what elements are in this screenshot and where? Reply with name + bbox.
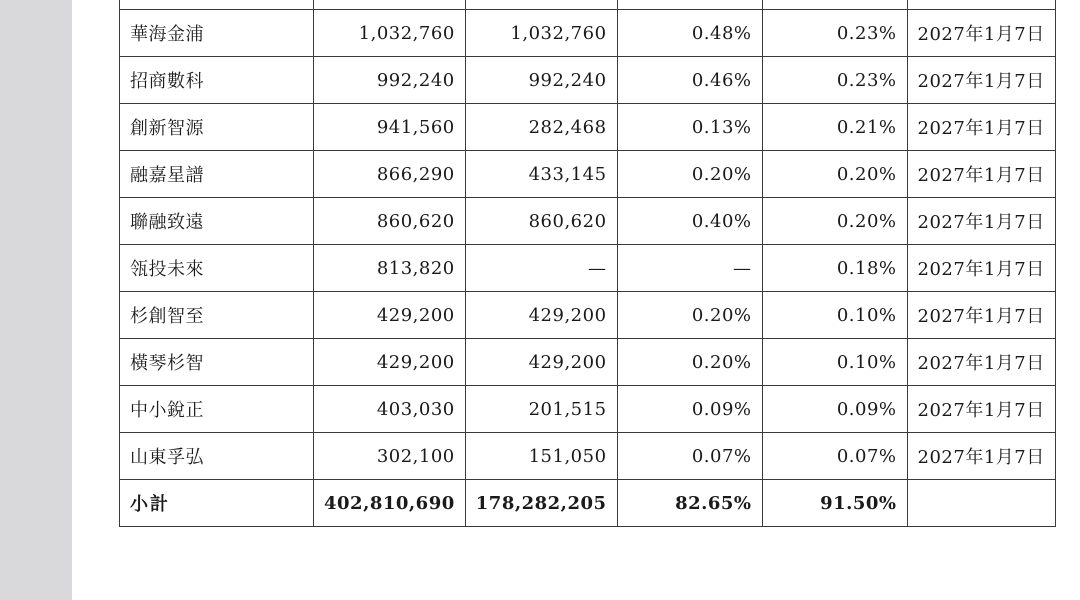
subtotal-label: 小計: [120, 480, 314, 527]
percentage-value: —: [617, 245, 762, 292]
shares-value: 992,240: [314, 57, 466, 104]
percentage-value: 0.07%: [617, 433, 762, 480]
percentage-value: 0.09%: [762, 386, 907, 433]
date-value: 2027年1月7日: [907, 433, 1055, 480]
percentage-value: 0.20%: [617, 292, 762, 339]
date-value: 2027年1月7日: [907, 104, 1055, 151]
shareholder-name: 招商數科: [120, 57, 314, 104]
table-row: [120, 245, 1056, 292]
table-row: [120, 386, 1056, 433]
shareholder-name: 融嘉星譜: [120, 151, 314, 198]
percentage-value: 0.20%: [762, 198, 907, 245]
date-value: 2027年1月7日: [907, 292, 1055, 339]
subtotal-row: [120, 480, 1056, 527]
shares-value: 403,030: [314, 386, 466, 433]
date-value: 2027年1月7日: [907, 245, 1055, 292]
document-page: [72, 0, 1080, 600]
date-value: [907, 0, 1055, 10]
shares-value: 992,240: [465, 57, 617, 104]
subtotal-value: 178,282,205: [465, 480, 617, 527]
shares-value: 282,468: [465, 104, 617, 151]
subtotal-value: 402,810,690: [314, 480, 466, 527]
shares-value: 813,820: [314, 245, 466, 292]
percentage-value: 0.20%: [617, 339, 762, 386]
shares-value: —: [465, 245, 617, 292]
shares-value: 302,100: [314, 433, 466, 480]
percentage-value: 0.20%: [617, 151, 762, 198]
shares-value: 429,200: [465, 339, 617, 386]
percentage-value: 0.13%: [617, 104, 762, 151]
shares-value: [465, 0, 617, 10]
subtotal-percentage: 91.50%: [762, 480, 907, 527]
percentage-value: 0.23%: [762, 10, 907, 57]
shareholder-name: 創新智源: [120, 104, 314, 151]
table-row: [120, 10, 1056, 57]
table-row: [120, 339, 1056, 386]
shareholder-name: 華海金浦: [120, 10, 314, 57]
shares-value: [314, 0, 466, 10]
subtotal-percentage: 82.65%: [617, 480, 762, 527]
shares-value: 941,560: [314, 104, 466, 151]
shares-value: 866,290: [314, 151, 466, 198]
shares-value: 429,200: [314, 292, 466, 339]
shareholder-name: 瓴投未來: [120, 245, 314, 292]
shareholder-name: 山東孚弘: [120, 433, 314, 480]
table-row: [120, 104, 1056, 151]
shares-value: 429,200: [314, 339, 466, 386]
date-value: 2027年1月7日: [907, 151, 1055, 198]
table-row: [120, 198, 1056, 245]
shares-value: 201,515: [465, 386, 617, 433]
percentage-value: 0.20%: [762, 151, 907, 198]
shares-value: 1,032,760: [314, 10, 466, 57]
percentage-value: 0.40%: [617, 198, 762, 245]
shares-value: 433,145: [465, 151, 617, 198]
date-value: 2027年1月7日: [907, 386, 1055, 433]
date-value: 2027年1月7日: [907, 339, 1055, 386]
table-row: [120, 57, 1056, 104]
shares-value: 429,200: [465, 292, 617, 339]
subtotal-date: [907, 480, 1055, 527]
shareholder-name: [120, 0, 314, 10]
date-value: 2027年1月7日: [907, 10, 1055, 57]
table-row: [120, 0, 1056, 10]
date-value: 2027年1月7日: [907, 198, 1055, 245]
percentage-value: 0.21%: [762, 104, 907, 151]
percentage-value: 0.48%: [617, 10, 762, 57]
shares-value: 151,050: [465, 433, 617, 480]
percentage-value: [617, 0, 762, 10]
percentage-value: [762, 0, 907, 10]
percentage-value: 0.46%: [617, 57, 762, 104]
date-value: 2027年1月7日: [907, 57, 1055, 104]
shares-value: 860,620: [314, 198, 466, 245]
shares-value: 860,620: [465, 198, 617, 245]
percentage-value: 0.07%: [762, 433, 907, 480]
shares-value: 1,032,760: [465, 10, 617, 57]
percentage-value: 0.10%: [762, 292, 907, 339]
shareholder-name: 杉創智至: [120, 292, 314, 339]
table-row: [120, 433, 1056, 480]
percentage-value: 0.23%: [762, 57, 907, 104]
percentage-value: 0.18%: [762, 245, 907, 292]
shareholding-table: [119, 0, 1056, 527]
shareholder-name: 橫琴杉智: [120, 339, 314, 386]
table-row: [120, 151, 1056, 198]
table-row: [120, 292, 1056, 339]
shareholder-name: 聯融致遠: [120, 198, 314, 245]
percentage-value: 0.10%: [762, 339, 907, 386]
shareholder-name: 中小銳正: [120, 386, 314, 433]
percentage-value: 0.09%: [617, 386, 762, 433]
